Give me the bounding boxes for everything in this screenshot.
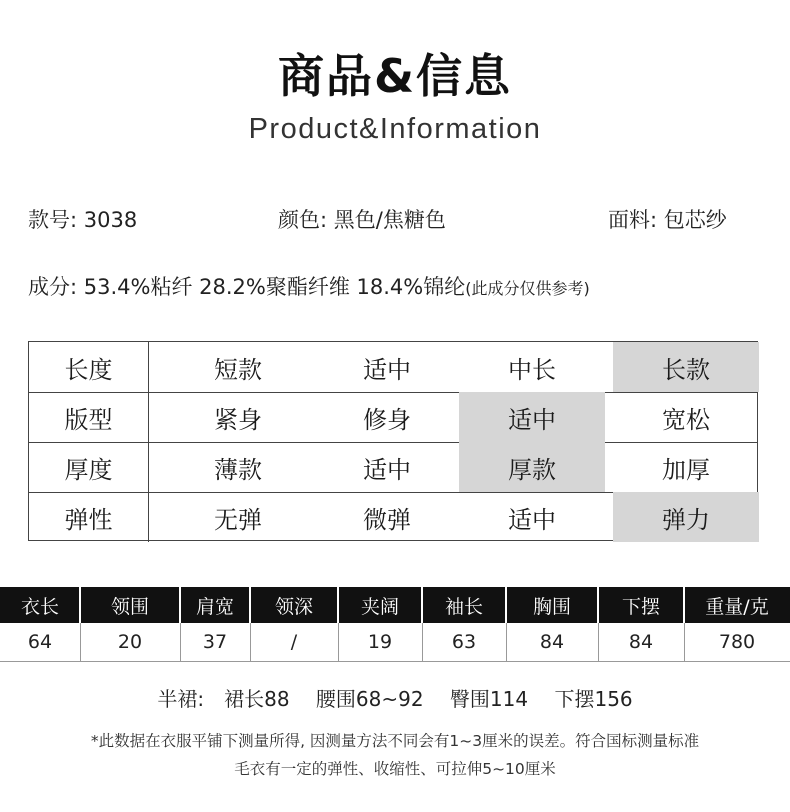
attribute-option: 微弹 (363, 505, 411, 534)
attribute-option: 适中 (363, 455, 411, 484)
header-divider (597, 587, 599, 623)
composition-text: 成分: 53.4%粘纤 28.2%聚酯纤维 18.4%锦纶 (28, 275, 466, 299)
attribute-option: 紧身 (214, 405, 262, 434)
skirt-hip: 臀围114 (449, 687, 529, 711)
size-value-cell: / (290, 631, 298, 653)
style-number: 款号: 3038 (28, 208, 138, 232)
size-header-cell: 重量/克 (705, 595, 769, 618)
attribute-option-selected: 适中 (459, 392, 605, 442)
attribute-option: 薄款 (214, 455, 262, 484)
attribute-option: 适中 (363, 355, 411, 384)
cell-divider (338, 623, 339, 662)
size-value-cell: 19 (367, 631, 393, 653)
size-header-cell: 领深 (274, 595, 313, 618)
footnote-line-1: *此数据在衣服平铺下测量所得, 因测量方法不同会有1~3厘米的误差。符合国标测量标准 (90, 732, 700, 750)
attribute-option: 无弹 (214, 505, 262, 534)
size-value-cell: 37 (202, 631, 228, 653)
size-header-cell: 袖长 (444, 595, 483, 618)
skirt-waist: 腰围68~92 (315, 687, 424, 711)
attribute-label: 长度 (29, 342, 149, 392)
size-header-cell: 胸围 (532, 595, 571, 618)
size-header-cell: 夹阔 (360, 595, 399, 618)
header-divider (79, 587, 81, 623)
attribute-row (29, 342, 757, 392)
attribute-option: 宽松 (662, 405, 710, 434)
header-divider (249, 587, 251, 623)
cell-divider (422, 623, 423, 662)
attribute-option: 中长 (508, 355, 556, 384)
size-value-cell: 63 (451, 631, 477, 653)
composition-note: (此成分仅供参考) (465, 279, 590, 298)
header-divider (179, 587, 181, 623)
cell-divider (250, 623, 251, 662)
attribute-row (29, 442, 757, 492)
attribute-label: 版型 (29, 392, 149, 442)
attribute-option-selected: 长款 (613, 342, 759, 392)
attribute-option: 修身 (363, 405, 411, 434)
size-value-cell: 780 (718, 631, 756, 653)
header-divider (421, 587, 423, 623)
skirt-measurements (0, 683, 790, 712)
header-divider (505, 587, 507, 623)
composition-info (28, 271, 590, 301)
size-value-cell: 20 (117, 631, 143, 653)
size-table-header (0, 587, 790, 623)
attribute-option-selected: 弹力 (613, 492, 759, 542)
attribute-option-selected: 厚款 (459, 442, 605, 492)
cell-divider (180, 623, 181, 662)
header-divider (337, 587, 339, 623)
page-title: 商品&信息 (277, 49, 513, 103)
size-value-cell: 64 (27, 631, 53, 653)
size-header-cell: 领围 (110, 595, 149, 618)
header-divider (683, 587, 685, 623)
attribute-option: 短款 (214, 355, 262, 384)
cell-divider (684, 623, 685, 662)
color-info: 颜色: 黑色/焦糖色 (278, 208, 446, 232)
skirt-length: 裙长88 (224, 687, 290, 711)
size-value-cell: 84 (628, 631, 654, 653)
skirt-label: 半裙: (157, 687, 205, 711)
attribute-table (28, 341, 758, 541)
cell-divider (506, 623, 507, 662)
attribute-row (29, 392, 757, 442)
attribute-option: 加厚 (662, 455, 710, 484)
size-table-row (0, 623, 790, 662)
size-header-cell: 下摆 (621, 595, 660, 618)
attribute-label: 厚度 (29, 442, 149, 492)
attribute-row (29, 492, 757, 542)
cell-divider (80, 623, 81, 662)
size-header-cell: 衣长 (20, 595, 59, 618)
attribute-label: 弹性 (29, 492, 149, 542)
size-table (0, 587, 790, 662)
footnote-line-2: 毛衣有一定的弹性、收缩性、可拉伸5~10厘米 (234, 760, 556, 778)
attribute-option: 适中 (508, 505, 556, 534)
skirt-hem: 下摆156 (554, 687, 633, 711)
size-header-cell: 肩宽 (195, 595, 234, 618)
page-subtitle: Product&Information (248, 113, 542, 145)
size-value-cell: 84 (539, 631, 565, 653)
cell-divider (598, 623, 599, 662)
fabric-info: 面料: 包芯纱 (608, 208, 727, 232)
